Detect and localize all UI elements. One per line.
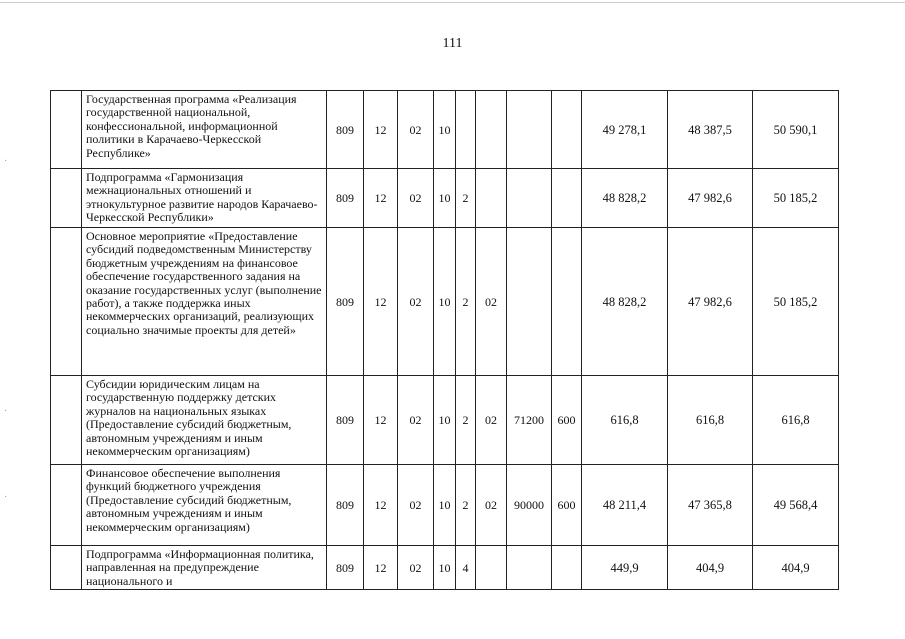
subsection-code-cell: 02 <box>398 376 434 465</box>
row-number-cell <box>51 228 82 376</box>
table-row <box>51 228 839 376</box>
amount-year3-cell: 50 185,2 <box>753 169 839 228</box>
subsection-code-cell: 02 <box>398 465 434 546</box>
row-number-cell <box>51 169 82 228</box>
item-name-cell: Основное мероприятие «Предоставление субсидий подведомственным Министерству бюджетным учреждениям на финансовое обеспечение государственного задания на оказание государственных услуг (выполнение работ), а также поддержка иных некоммерческих организаций, реализующих социально значимые проекты для детей» <box>82 228 327 376</box>
amount-year2-cell: 47 982,6 <box>668 228 753 376</box>
amount-year3-cell: 50 590,1 <box>753 91 839 169</box>
expense-type-cell <box>552 91 582 169</box>
item-name-cell: Подпрограмма «Информационная политика, направленная на предупреждение национального и <box>82 546 327 590</box>
activity-code-cell <box>476 169 507 228</box>
program-code-cell: 10 <box>434 465 456 546</box>
subprogram-code-cell: 2 <box>456 228 476 376</box>
ministry-code-cell: 809 <box>327 228 364 376</box>
expense-type-cell: 600 <box>552 465 582 546</box>
amount-year1-cell: 48 828,2 <box>582 169 668 228</box>
program-code-cell: 10 <box>434 169 456 228</box>
item-name-cell: Финансовое обеспечение выполнения функций бюджетного учреждения (Предоставление субсидий бюджетным, автономным учреждениям и иным некоммерческим организациям) <box>82 465 327 546</box>
item-name-cell: Подпрограмма «Гармонизация межнациональных отношений и этнокультурное развитие народов Карачаево-Черкесской Республики» <box>82 169 327 228</box>
amount-year1-cell: 49 278,1 <box>582 91 668 169</box>
scan-margin-mark: · <box>4 406 8 417</box>
activity-code-cell <box>476 546 507 590</box>
amount-year3-cell: 404,9 <box>753 546 839 590</box>
ministry-code-cell: 809 <box>327 169 364 228</box>
section-code-cell: 12 <box>364 465 398 546</box>
amount-year1-cell: 48 828,2 <box>582 228 668 376</box>
subprogram-code-cell: 4 <box>456 546 476 590</box>
direction-code-cell <box>507 228 552 376</box>
expense-type-cell: 600 <box>552 376 582 465</box>
subprogram-code-cell: 2 <box>456 376 476 465</box>
amount-year3-cell: 50 185,2 <box>753 228 839 376</box>
program-code-cell: 10 <box>434 546 456 590</box>
amount-year2-cell: 404,9 <box>668 546 753 590</box>
scan-margin-mark: · <box>4 156 8 167</box>
budget-table <box>50 90 839 590</box>
ministry-code-cell: 809 <box>327 546 364 590</box>
amount-year1-cell: 449,9 <box>582 546 668 590</box>
amount-year1-cell: 48 211,4 <box>582 465 668 546</box>
scan-top-edge <box>0 2 905 3</box>
table-row <box>51 91 839 169</box>
ministry-code-cell: 809 <box>327 465 364 546</box>
amount-year2-cell: 48 387,5 <box>668 91 753 169</box>
subsection-code-cell: 02 <box>398 546 434 590</box>
section-code-cell: 12 <box>364 546 398 590</box>
item-name-cell: Государственная программа «Реализация государственной национальной, конфессиональной, информационной политики в Карачаево-Черкесской Республике» <box>82 91 327 169</box>
table-row <box>51 465 839 546</box>
table-row <box>51 546 839 590</box>
table-row <box>51 376 839 465</box>
subprogram-code-cell: 2 <box>456 465 476 546</box>
section-code-cell: 12 <box>364 376 398 465</box>
direction-code-cell: 90000 <box>507 465 552 546</box>
item-name-cell: Субсидии юридическим лицам на государственную поддержку детских журналов на национальных языках (Предоставление субсидий бюджетным, автономным учреждениям и иным некоммерческим организациям) <box>82 376 327 465</box>
row-number-cell <box>51 546 82 590</box>
row-number-cell <box>51 376 82 465</box>
section-code-cell: 12 <box>364 91 398 169</box>
subprogram-code-cell <box>456 91 476 169</box>
ministry-code-cell: 809 <box>327 91 364 169</box>
activity-code-cell: 02 <box>476 465 507 546</box>
amount-year1-cell: 616,8 <box>582 376 668 465</box>
amount-year2-cell: 616,8 <box>668 376 753 465</box>
direction-code-cell <box>507 169 552 228</box>
ministry-code-cell: 809 <box>327 376 364 465</box>
program-code-cell: 10 <box>434 228 456 376</box>
expense-type-cell <box>552 228 582 376</box>
amount-year2-cell: 47 365,8 <box>668 465 753 546</box>
direction-code-cell <box>507 546 552 590</box>
row-number-cell <box>51 465 82 546</box>
row-number-cell <box>51 91 82 169</box>
expense-type-cell <box>552 169 582 228</box>
direction-code-cell: 71200 <box>507 376 552 465</box>
activity-code-cell: 02 <box>476 376 507 465</box>
amount-year3-cell: 616,8 <box>753 376 839 465</box>
subprogram-code-cell: 2 <box>456 169 476 228</box>
activity-code-cell <box>476 91 507 169</box>
page-number: 111 <box>442 36 463 51</box>
subsection-code-cell: 02 <box>398 228 434 376</box>
expense-type-cell <box>552 546 582 590</box>
program-code-cell: 10 <box>434 376 456 465</box>
subsection-code-cell: 02 <box>398 169 434 228</box>
section-code-cell: 12 <box>364 228 398 376</box>
direction-code-cell <box>507 91 552 169</box>
scan-margin-mark: · <box>4 492 8 503</box>
activity-code-cell: 02 <box>476 228 507 376</box>
section-code-cell: 12 <box>364 169 398 228</box>
table-row <box>51 169 839 228</box>
program-code-cell: 10 <box>434 91 456 169</box>
amount-year3-cell: 49 568,4 <box>753 465 839 546</box>
amount-year2-cell: 47 982,6 <box>668 169 753 228</box>
subsection-code-cell: 02 <box>398 91 434 169</box>
